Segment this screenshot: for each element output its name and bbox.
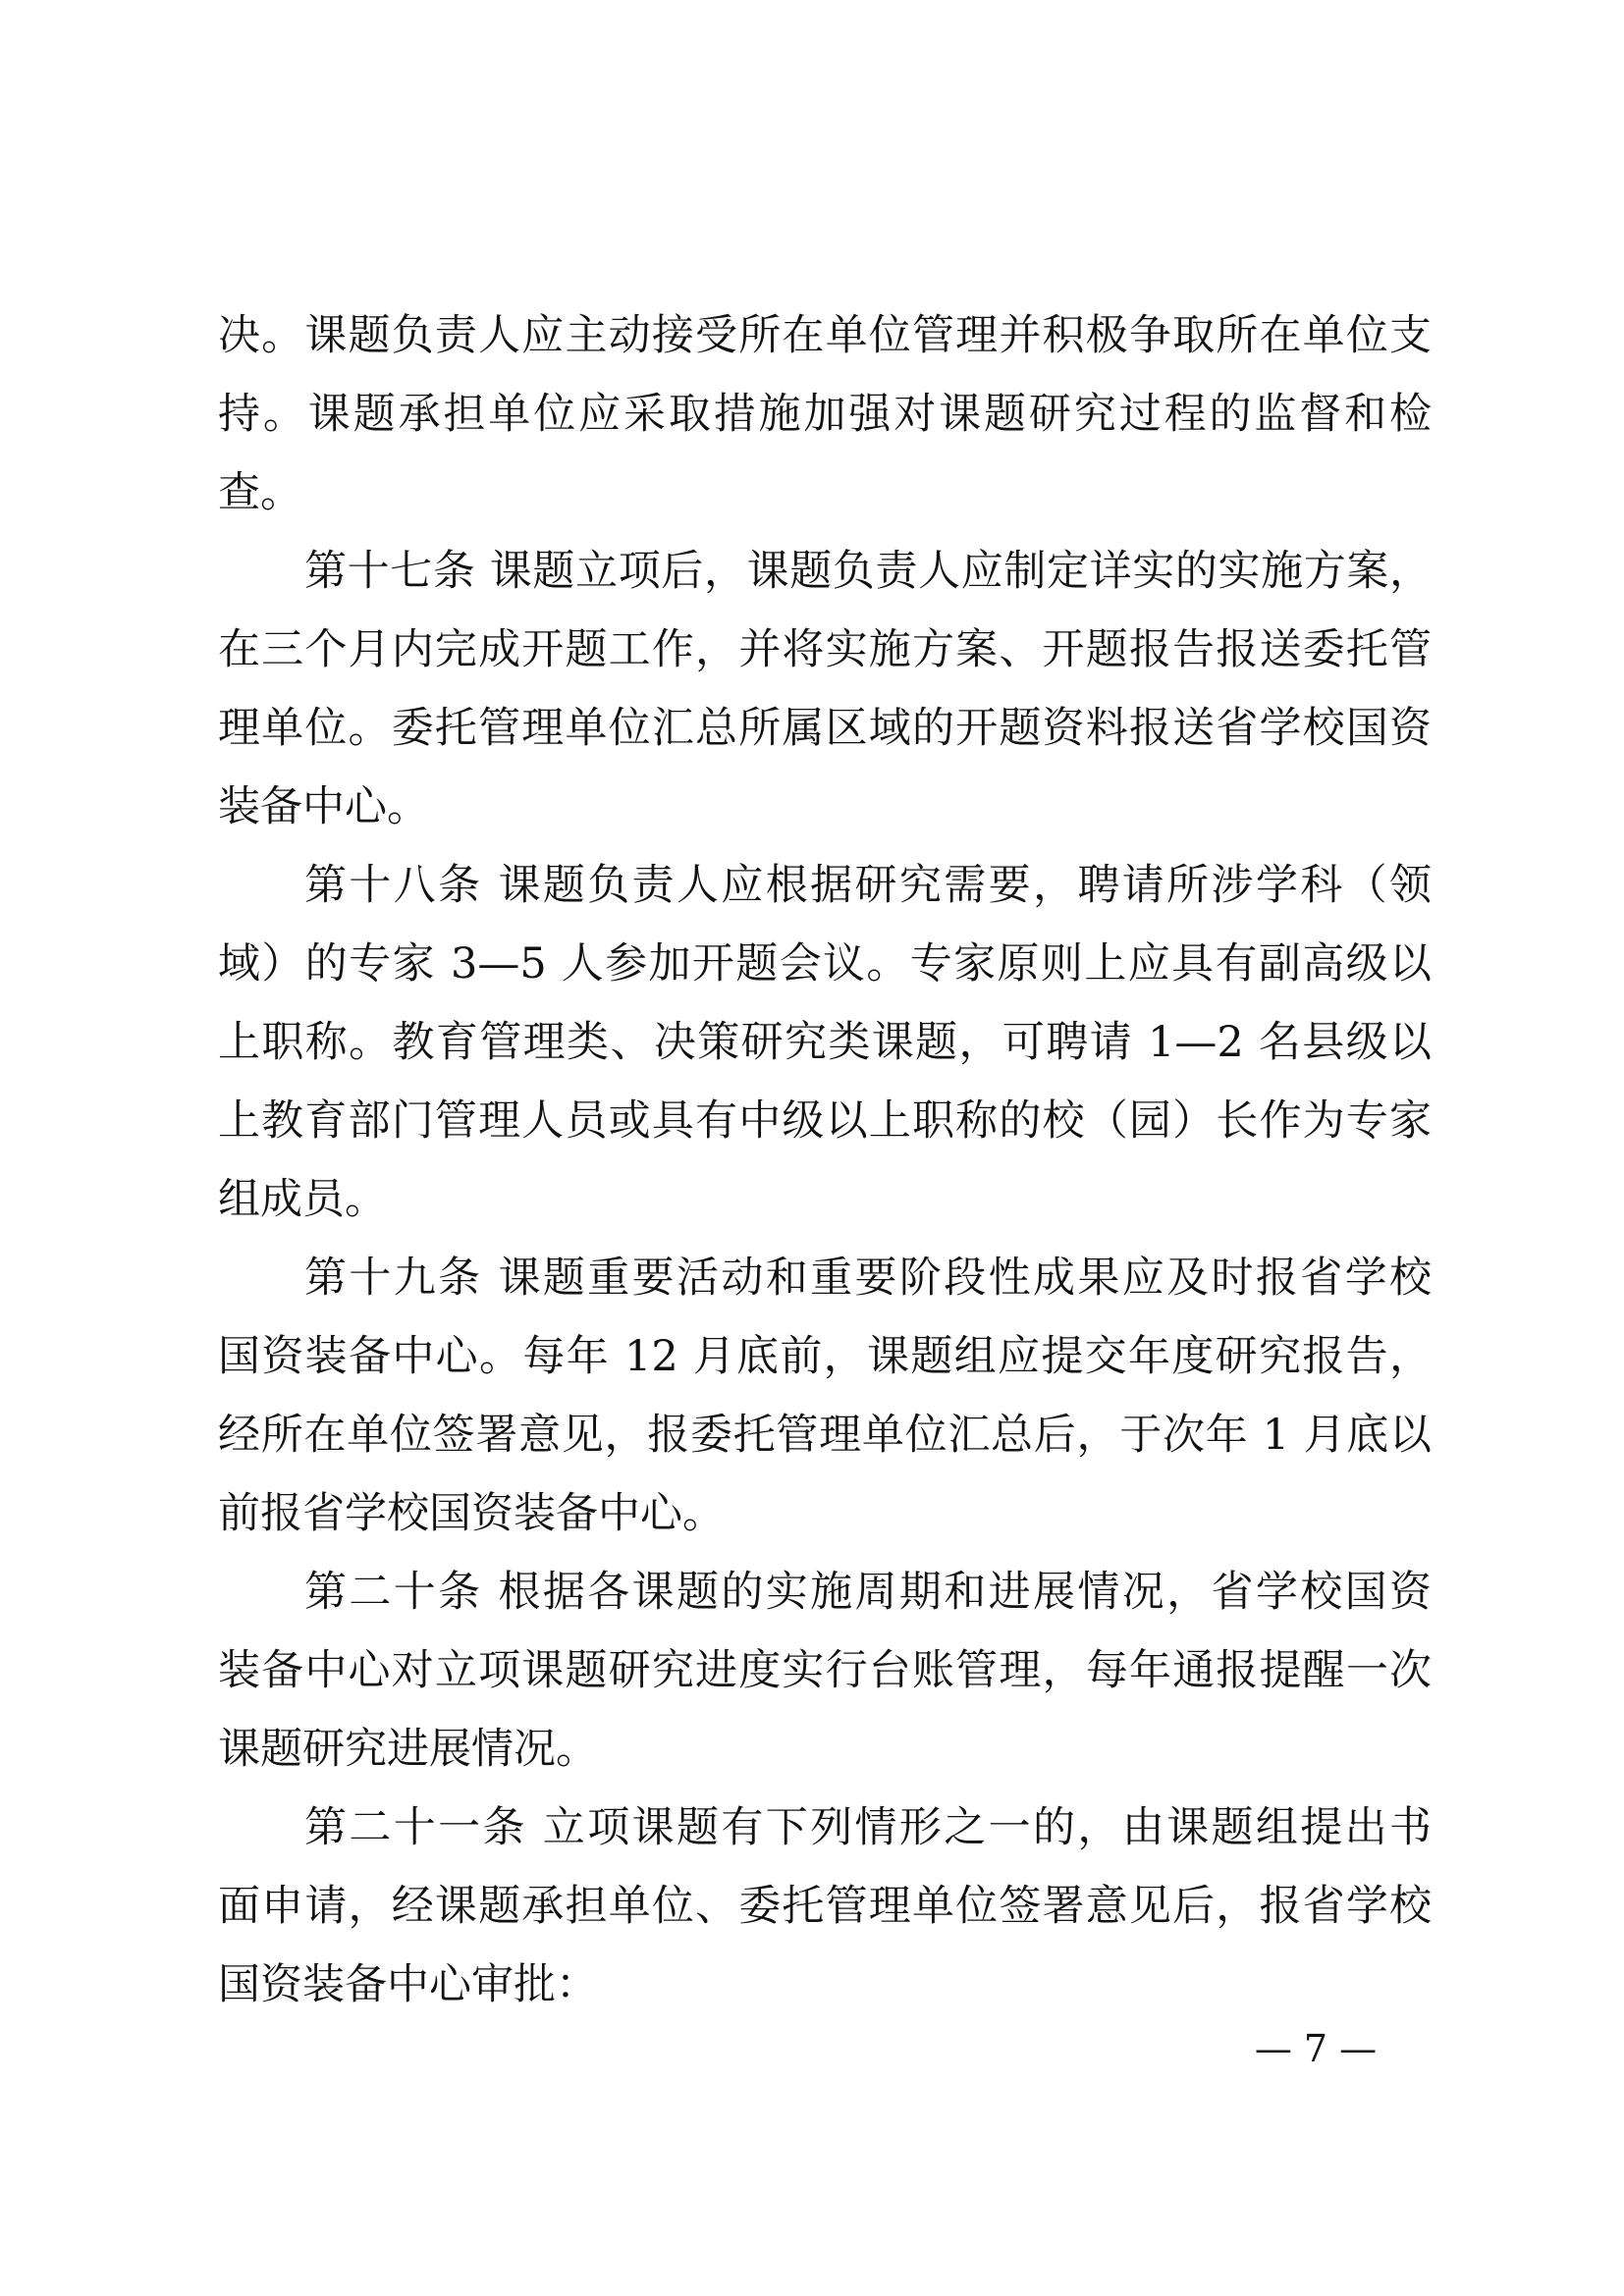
article-21-line: 第二十一条 立项课题有下列情形之一的，由课题组提出书 — [304, 1803, 1432, 1852]
body-text-line: 持。课题承担单位应采取措施加强对课题研究过程的监督和检 — [218, 390, 1432, 439]
body-text-line: 上职称。教育管理类、决策研究类课题，可聘请 1—2 名县级以 — [218, 1018, 1432, 1067]
body-text-line: 域）的专家 3—5 人参加开题会议。专家原则上应具有副高级以 — [218, 939, 1432, 988]
article-20-line: 第二十条 根据各课题的实施周期和进展情况，省学校国资 — [304, 1568, 1432, 1617]
article-17-line: 第十七条 课题立项后，课题负责人应制定详实的实施方案， — [304, 547, 1432, 596]
page-number: — 7 — — [1254, 2027, 1378, 2070]
body-text-line: 查。 — [218, 468, 302, 517]
body-text-line: 装备中心。 — [218, 782, 429, 831]
body-text-line: 国资装备中心。每年 12 月底前，课题组应提交年度研究报告， — [218, 1332, 1432, 1381]
body-text-line: 面申请，经课题承担单位、委托管理单位签署意见后，报省学校 — [218, 1882, 1432, 1931]
body-text-line: 上教育部门管理人员或具有中级以上职称的校（园）长作为专家 — [218, 1096, 1432, 1146]
body-text-line: 在三个月内完成开题工作，并将实施方案、开题报告报送委托管 — [218, 625, 1432, 674]
body-text-line: 经所在单位签署意见，报委托管理单位汇总后，于次年 1 月底以 — [218, 1411, 1432, 1460]
body-text-line: 国资装备中心审批： — [218, 1960, 598, 2009]
body-text-line: 决。课题负责人应主动接受所在单位管理并积极争取所在单位支 — [218, 311, 1432, 360]
body-text-line: 理单位。委托管理单位汇总所属区域的开题资料报送省学校国资 — [218, 704, 1432, 753]
article-19-line: 第十九条 课题重要活动和重要阶段性成果应及时报省学校 — [304, 1254, 1432, 1303]
body-text-line: 组成员。 — [218, 1175, 387, 1224]
body-text-line: 装备中心对立项课题研究进度实行台账管理，每年通报提醒一次 — [218, 1646, 1432, 1695]
article-18-line: 第十八条 课题负责人应根据研究需要，聘请所涉学科（领 — [304, 861, 1432, 910]
body-text-line: 前报省学校国资装备中心。 — [218, 1489, 725, 1538]
body-text-line: 课题研究进展情况。 — [218, 1725, 598, 1774]
